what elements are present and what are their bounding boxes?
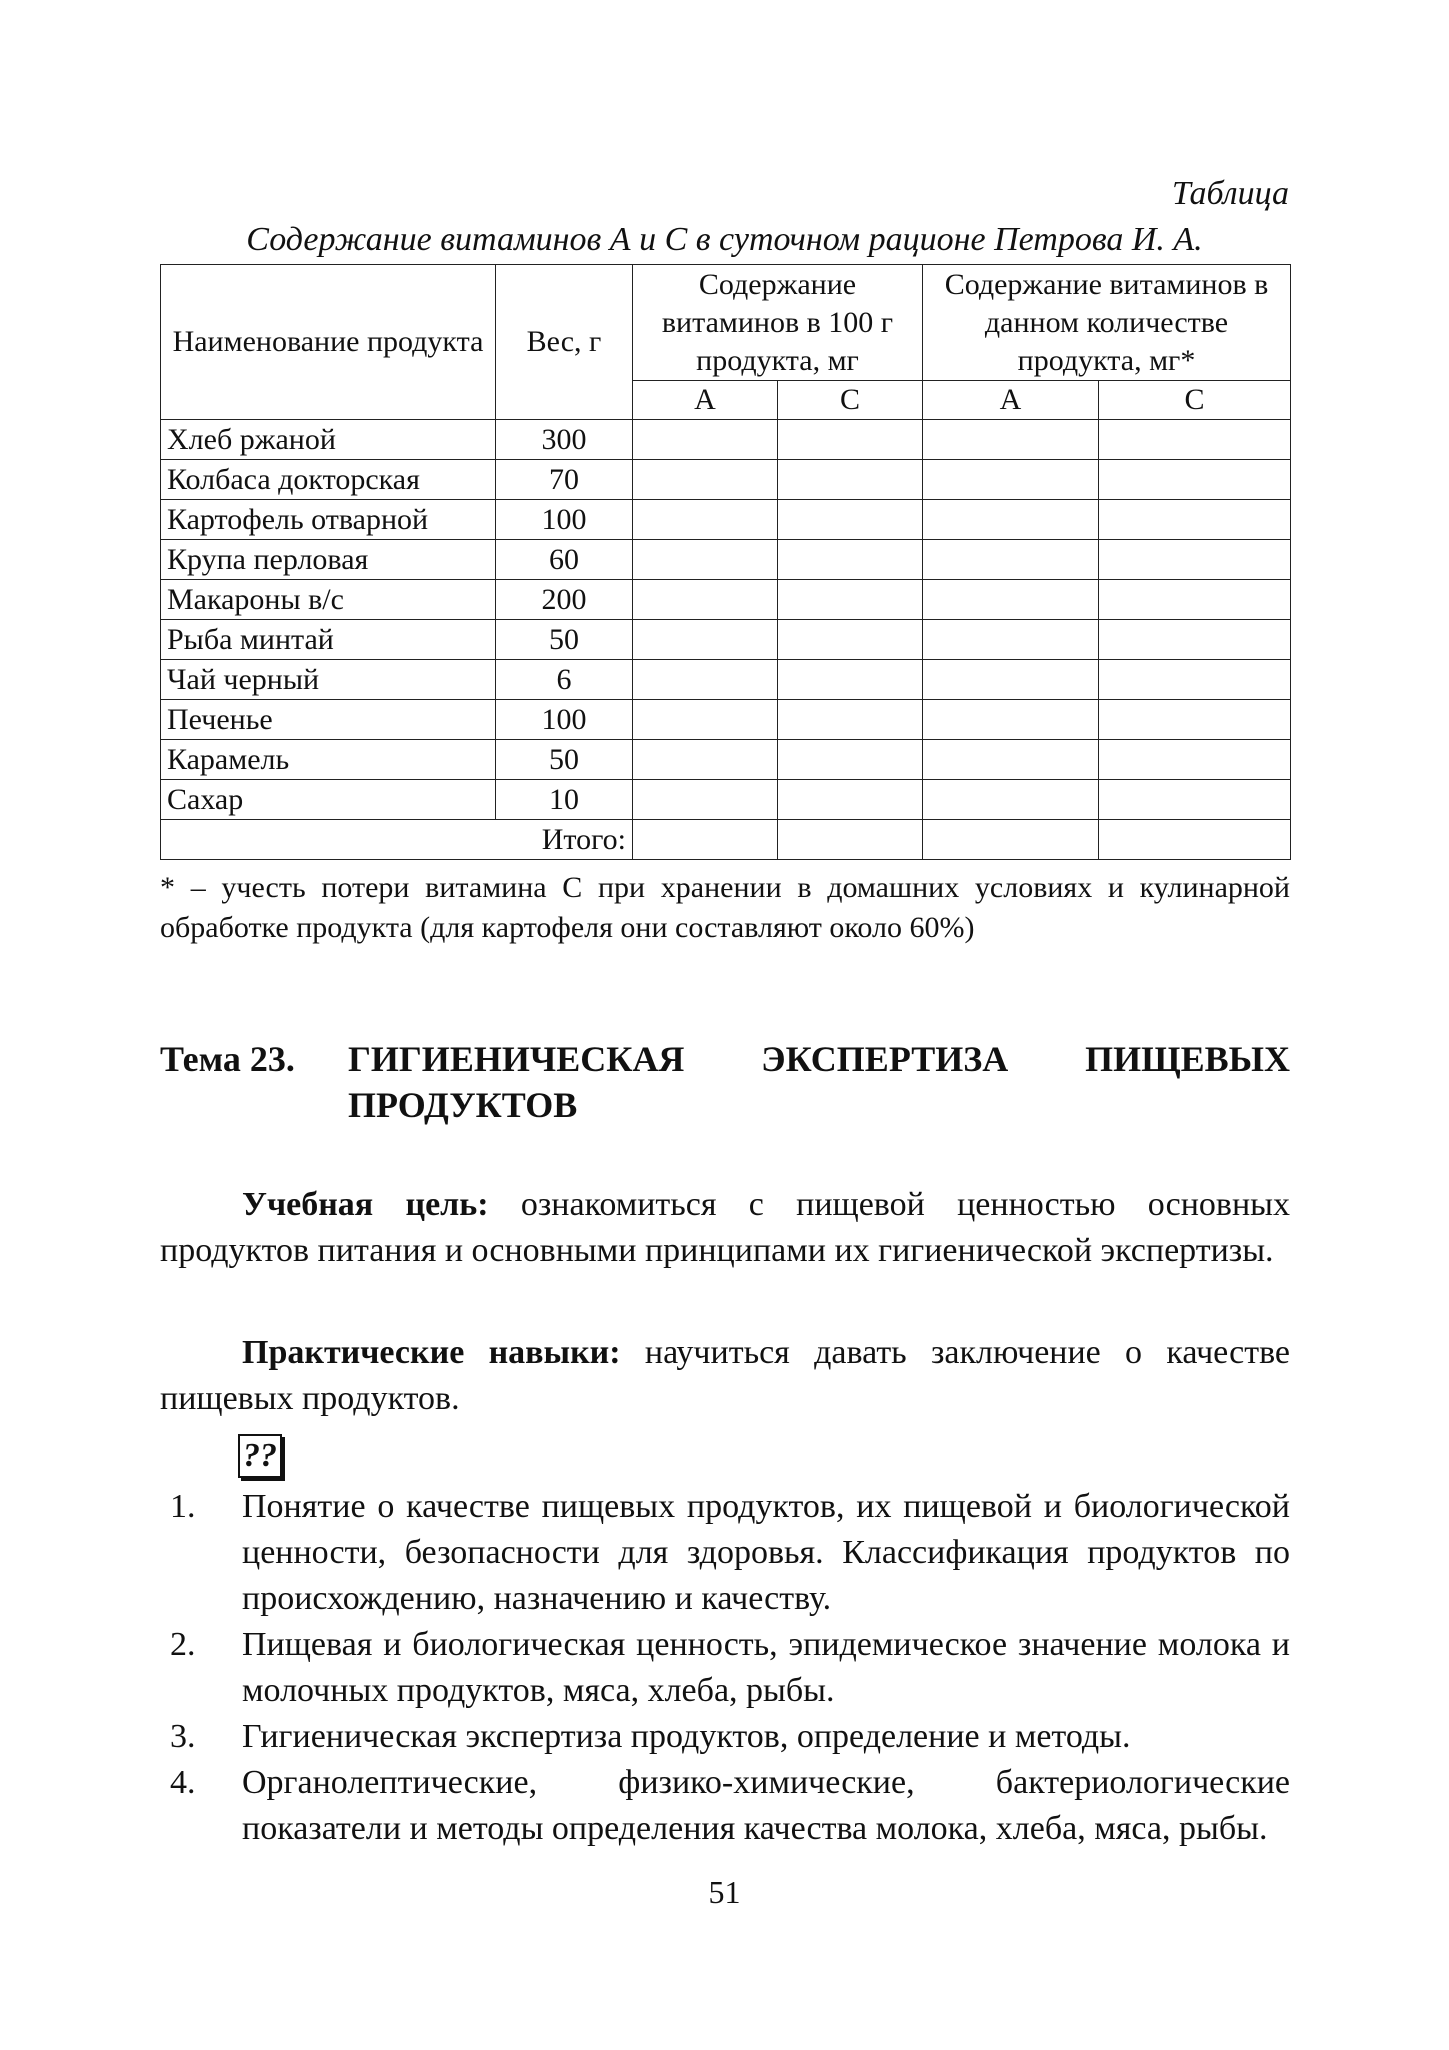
- vitamin-value-cell: [923, 500, 1099, 540]
- vitamin-value-cell: [778, 780, 923, 820]
- vitamin-value-cell: [778, 660, 923, 700]
- subheader-c2: С: [1099, 381, 1291, 420]
- vitamin-value-cell: [923, 540, 1099, 580]
- table-row: [161, 540, 1291, 580]
- questions-list: [160, 1484, 1290, 1852]
- total-cell: [923, 820, 1099, 860]
- goal-text: ознакомиться с пищевой ценностью основных продуктов питания и основными принципами их гигиенической экспертизы.: [160, 1186, 1290, 1269]
- product-name-cell: Рыба минтай: [161, 620, 496, 660]
- weight-cell: 100: [496, 700, 633, 740]
- vitamin-value-cell: [778, 580, 923, 620]
- topic-title-line1: ГИГИЕНИЧЕСКАЯ ЭКСПЕРТИЗА ПИЩЕВЫХ: [348, 1039, 1290, 1079]
- vitamin-value-cell: [778, 540, 923, 580]
- vitamin-value-cell: [633, 500, 778, 540]
- question-item: [160, 1760, 1290, 1852]
- vitamin-value-cell: [633, 700, 778, 740]
- total-row: [161, 820, 1291, 860]
- vitamin-table: [160, 264, 1291, 860]
- vitamin-value-cell: [923, 460, 1099, 500]
- topic-number: Тема 23.: [160, 1039, 295, 1079]
- table-row: [161, 700, 1291, 740]
- vitamin-value-cell: [923, 420, 1099, 460]
- skills-paragraph: [160, 1330, 1290, 1422]
- subheader-a2: А: [923, 381, 1099, 420]
- table-row: [161, 580, 1291, 620]
- weight-cell: 200: [496, 580, 633, 620]
- weight-cell: 6: [496, 660, 633, 700]
- vitamin-value-cell: [778, 460, 923, 500]
- skills-label: Практические навыки:: [242, 1334, 621, 1371]
- page-number: 51: [708, 1874, 741, 1910]
- weight-cell: 70: [496, 460, 633, 500]
- table-row: [161, 460, 1291, 500]
- vitamin-value-cell: [923, 700, 1099, 740]
- question-text: Органолептические, физико-химические, бактериологические показатели и методы определения качества молока, хлеба, мяса, рыбы.: [242, 1764, 1290, 1847]
- weight-cell: 60: [496, 540, 633, 580]
- vitamin-value-cell: [1099, 740, 1291, 780]
- vitamin-value-cell: [923, 620, 1099, 660]
- table-row: [161, 660, 1291, 700]
- weight-cell: 300: [496, 420, 633, 460]
- weight-cell: 50: [496, 620, 633, 660]
- vitamin-value-cell: [1099, 460, 1291, 500]
- questions-marker-icon: ??: [238, 1434, 282, 1478]
- vitamin-value-cell: [778, 500, 923, 540]
- total-cell: [778, 820, 923, 860]
- vitamin-value-cell: [923, 580, 1099, 620]
- vitamin-value-cell: [1099, 660, 1291, 700]
- vitamin-value-cell: [633, 420, 778, 460]
- goal-label: Учебная цель:: [242, 1186, 489, 1223]
- vitamin-value-cell: [1099, 780, 1291, 820]
- vitamin-value-cell: [1099, 500, 1291, 540]
- total-label: Итого:: [161, 820, 633, 860]
- total-cell: [1099, 820, 1291, 860]
- vitamin-value-cell: [1099, 420, 1291, 460]
- product-name-cell: Печенье: [161, 700, 496, 740]
- vitamin-value-cell: [923, 780, 1099, 820]
- product-name-cell: Колбаса докторская: [161, 460, 496, 500]
- question-number: 2.: [170, 1626, 196, 1663]
- vitamin-value-cell: [1099, 540, 1291, 580]
- header-weight: Вес, г: [496, 265, 633, 420]
- question-text: Гигиеническая экспертиза продуктов, определение и методы.: [242, 1718, 1131, 1755]
- vitamin-value-cell: [633, 460, 778, 500]
- product-name-cell: Макароны в/с: [161, 580, 496, 620]
- header-amount: Содержание витаминов в данном количестве продукта, мг*: [923, 265, 1291, 381]
- vitamin-value-cell: [1099, 620, 1291, 660]
- vitamin-value-cell: [923, 740, 1099, 780]
- question-text: Понятие о качестве пищевых продуктов, их пищевой и биологической ценности, безопасности для здоровья. Классификация продуктов по происхождению, назначению и качеству.: [242, 1488, 1290, 1617]
- question-number: 4.: [170, 1764, 196, 1801]
- weight-cell: 50: [496, 740, 633, 780]
- weight-cell: 100: [496, 500, 633, 540]
- vitamin-value-cell: [778, 620, 923, 660]
- total-cell: [633, 820, 778, 860]
- product-name-cell: Чай черный: [161, 660, 496, 700]
- table-row: [161, 500, 1291, 540]
- vitamin-value-cell: [923, 660, 1099, 700]
- subheader-c1: С: [778, 381, 923, 420]
- subheader-a1: А: [633, 381, 778, 420]
- vitamin-value-cell: [633, 780, 778, 820]
- vitamin-value-cell: [633, 660, 778, 700]
- learning-goal-paragraph: [160, 1182, 1290, 1274]
- product-name-cell: Сахар: [161, 780, 496, 820]
- table-row: [161, 740, 1291, 780]
- question-item: [160, 1714, 1290, 1760]
- vitamin-value-cell: [633, 580, 778, 620]
- table-row: [161, 420, 1291, 460]
- table-body: [161, 420, 1291, 820]
- topic-title-line2: ПРОДУКТОВ: [348, 1085, 578, 1125]
- header-product: Наименование продукта: [161, 265, 496, 420]
- vitamin-value-cell: [778, 740, 923, 780]
- table-row: [161, 780, 1291, 820]
- product-name-cell: Хлеб ржаной: [161, 420, 496, 460]
- table-label: Таблица: [1171, 175, 1289, 212]
- table-footnote: * – учесть потери витамина С при хранении в домашних условиях и кулинарной обработке продукта (для картофеля они составляют около 60%): [160, 871, 1290, 944]
- product-name-cell: Картофель отварной: [161, 500, 496, 540]
- question-number: 3.: [170, 1718, 196, 1755]
- header-per100: Содержание витаминов в 100 г продукта, мг: [633, 265, 923, 381]
- question-number: 1.: [170, 1488, 196, 1525]
- vitamin-value-cell: [1099, 700, 1291, 740]
- vitamin-value-cell: [778, 700, 923, 740]
- vitamin-value-cell: [633, 620, 778, 660]
- vitamin-value-cell: [1099, 580, 1291, 620]
- question-text: Пищевая и биологическая ценность, эпидемическое значение молока и молочных продуктов, мяса, хлеба, рыбы.: [242, 1626, 1290, 1709]
- vitamin-value-cell: [778, 420, 923, 460]
- question-item: [160, 1622, 1290, 1714]
- table-title: Содержание витаминов А и С в суточном рационе Петрова И. А.: [246, 221, 1203, 258]
- vitamin-value-cell: [633, 740, 778, 780]
- product-name-cell: Карамель: [161, 740, 496, 780]
- vitamin-value-cell: [633, 540, 778, 580]
- table-header-row: [161, 265, 1291, 381]
- product-name-cell: Крупа перловая: [161, 540, 496, 580]
- skills-text: научиться давать заключение о качестве пищевых продуктов.: [160, 1334, 1291, 1417]
- weight-cell: 10: [496, 780, 633, 820]
- table-row: [161, 620, 1291, 660]
- question-item: [160, 1484, 1290, 1622]
